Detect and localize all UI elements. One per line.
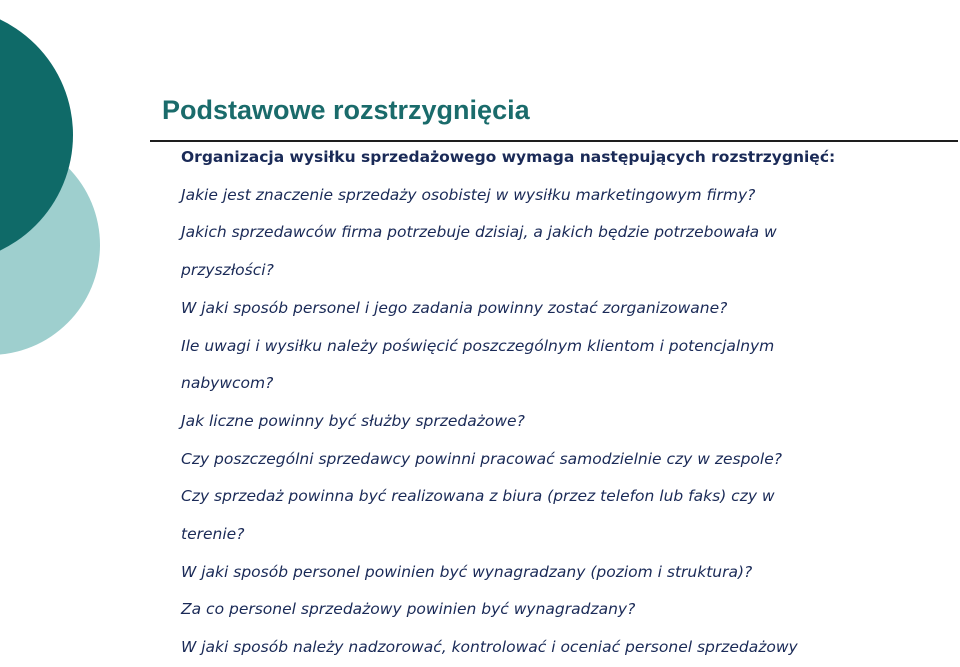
decorative-circle-dark — [0, 7, 73, 263]
slide-title: Podstawowe rozstrzygnięcia — [162, 95, 530, 125]
question-line: Jakich sprzedawców firma potrzebuje dzisiaj, a jakich będzie potrzebowała w — [181, 223, 777, 242]
intro-text: Organizacja wysiłku sprzedażowego wymaga następujących rozstrzygnięć: — [181, 148, 836, 166]
question-line: Jak liczne powinny być służby sprzedażowe? — [181, 411, 525, 430]
question-line: W jaki sposób personel i jego zadania powinny zostać zorganizowane? — [181, 298, 728, 317]
decorative-circle-light — [0, 135, 100, 355]
question-line: Za co personel sprzedażowy powinien być wynagradzany? — [181, 600, 636, 619]
question-line: Czy poszczególni sprzedawcy powinni pracować samodzielnie czy w zespole? — [181, 449, 782, 468]
question-line: terenie? — [181, 525, 245, 544]
question-line: przyszłości? — [181, 261, 274, 280]
question-line: W jaki sposób należy nadzorować, kontrolować i oceniać personel sprzedażowy — [181, 638, 798, 657]
question-line: W jaki sposób personel powinien być wynagradzany (poziom i struktura)? — [181, 562, 753, 581]
question-line: nabywcom? — [181, 374, 274, 393]
question-list — [181, 177, 951, 667]
slide-content — [181, 139, 951, 667]
question-line: Czy sprzedaż powinna być realizowana z biura (przez telefon lub faks) czy w — [181, 487, 775, 506]
decorative-circles — [0, 0, 120, 420]
question-line: Jakie jest znaczenie sprzedaży osobistej w wysiłku marketingowym firmy? — [181, 185, 756, 204]
question-line: Ile uwagi i wysiłku należy poświęcić poszczególnym klientom i potencjalnym — [181, 336, 775, 355]
